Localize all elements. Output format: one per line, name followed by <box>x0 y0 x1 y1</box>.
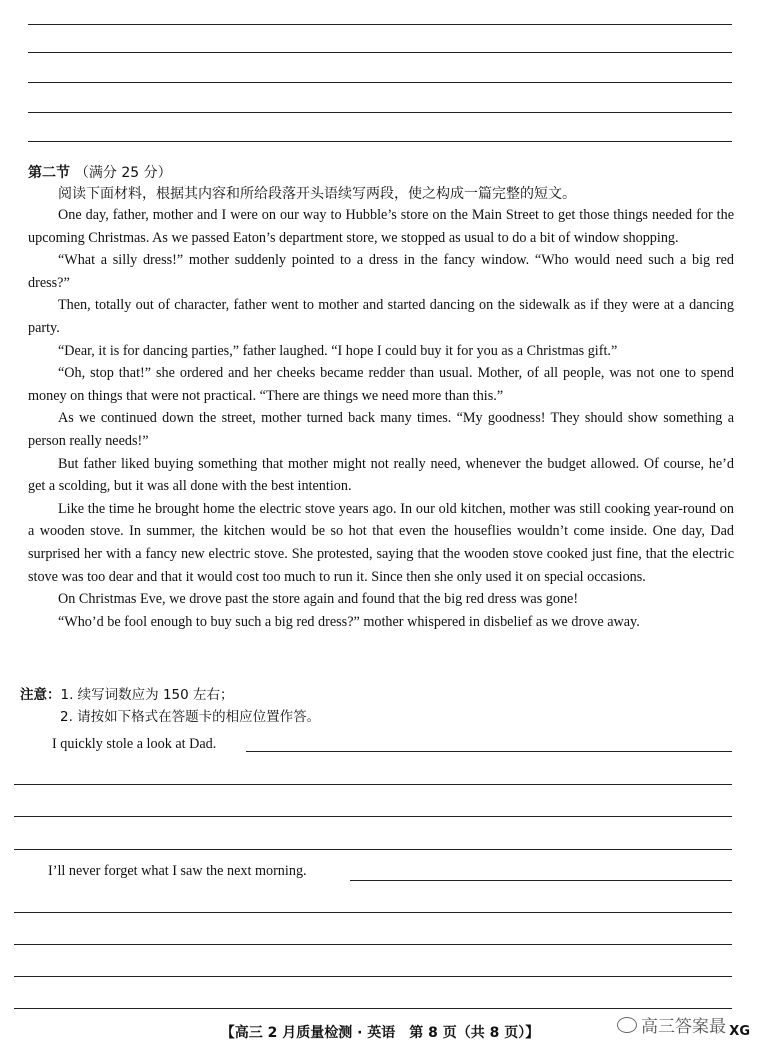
answer-line[interactable] <box>14 849 732 850</box>
answer-line[interactable] <box>350 880 732 881</box>
writing-line <box>28 52 732 53</box>
writing-line <box>28 112 732 113</box>
story-paragraph: One day, father, mother and I were on our way to Hubble’s store on the Main Street to get those things needed for the upcoming Christmas. As we passed Eaton’s department store, we stopped as usual to do a bit of window shopping. <box>28 207 734 246</box>
story-paragraph: On Christmas Eve, we drove past the store again and found that the big red dress was gone! <box>58 591 579 608</box>
answer-line[interactable] <box>14 976 732 977</box>
story-text <box>28 204 734 633</box>
corner-mark: XG <box>729 1024 750 1039</box>
story-paragraph: “Dear, it is for dancing parties,” father laughed. “I hope I could buy it for you as a Christmas gift.” <box>58 342 618 359</box>
story-paragraph: “What a silly dress!” mother suddenly pointed to a dress in the fancy window. “Who would need such a big red dress?” <box>28 252 734 291</box>
page-footer: 【高三 2 月质量检测 · 英语 第 8 页（共 8 页）】 <box>220 1025 540 1041</box>
story-paragraph: Then, totally out of character, father went to mother and started dancing on the sidewalk as if they were at a dancing party. <box>28 297 734 336</box>
answer-line[interactable] <box>14 912 732 913</box>
story-paragraph: “Who’d be fool enough to buy such a big red dress?” mother whispered in disbelief as we drove away. <box>58 613 640 630</box>
watermark <box>617 1012 726 1037</box>
story-paragraph: But father liked buying something that mother might not really need, whenever the budget allowed. Of course, he’d get a scolding, but it was all done with the best intention. <box>28 455 734 495</box>
notes-block <box>20 684 320 728</box>
note-item: 1. 续写词数应为 150 左右； <box>60 687 234 703</box>
section-heading <box>28 162 172 182</box>
answer-line[interactable] <box>246 751 732 752</box>
writing-line <box>28 24 732 25</box>
writing-line <box>28 141 732 142</box>
answer-line[interactable] <box>14 1008 732 1009</box>
answer-line[interactable] <box>14 816 732 817</box>
notes-label: 注意： <box>20 687 61 703</box>
note-item: 2. 请按如下格式在答题卡的相应位置作答。 <box>60 709 321 725</box>
section-title: 第二节 <box>28 165 70 181</box>
answer-line[interactable] <box>14 944 732 945</box>
answer-line[interactable] <box>14 784 732 785</box>
section-score: （满分 25 分） <box>74 165 172 181</box>
story-paragraph: As we continued down the street, mother turned back many times. “My goodness! They should show something a person really needs!” <box>28 410 734 449</box>
continuation-prompt-2: I’ll never forget what I saw the next morning. <box>48 863 307 879</box>
writing-line <box>28 82 732 83</box>
story-paragraph: “Oh, stop that!” she ordered and her cheeks became redder than usual. Mother, of all people, was not one to spend money on things that were not practical. “There are things we need more than this.” <box>28 365 734 404</box>
continuation-prompt-1: I quickly stole a look at Dad. <box>52 736 217 752</box>
wechat-icon <box>617 1017 637 1033</box>
watermark-text: 高三答案最 <box>641 1017 726 1037</box>
section-instruction: 阅读下面材料，根据其内容和所给段落开头语续写两段，使之构成一篇完整的短文。 <box>58 186 576 202</box>
story-paragraph: Like the time he brought home the electric stove years ago. In our old kitchen, mother was still cooking year-round on a wooden stove. In summer, the kitchen would be so hot that even the houseflies wouldn’t come inside. One day, Dad surprised her with a fancy new electric stove. She protested, saying that the wooden stove cooked just fine, that the electric stove was too dear and that it would cost too much to run it. Since then she only used it on special occasions. <box>28 500 734 585</box>
